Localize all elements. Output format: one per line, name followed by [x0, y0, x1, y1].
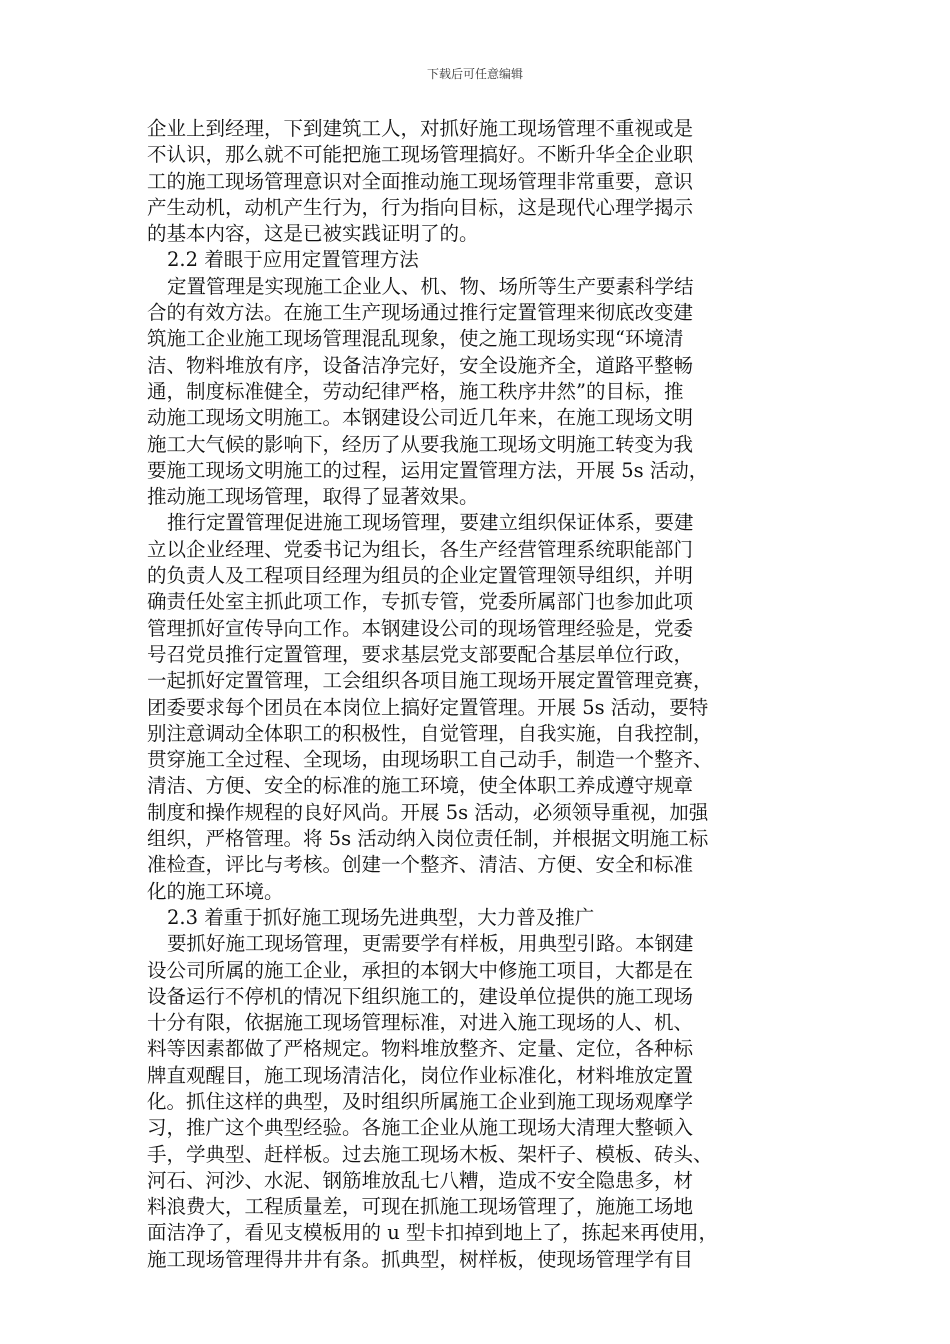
text-line: 料浪费大，工程质量差，可现在抓施工现场管理了，施施工场地 [147, 1195, 694, 1219]
text-line: 推动施工现场管理，取得了显著效果。 [147, 485, 479, 509]
text-line: 一起抓好定置管理，工会组织各项目施工现场开展定置管理竞赛， [147, 669, 713, 693]
text-line: 2.2 着眼于应用定置管理方法 [167, 248, 419, 272]
text-line: 制度和操作规程的良好风尚。开展 5s 活动，必须领导重视，加强 [147, 800, 709, 824]
text-line: 团委要求每个团员在本岗位上搞好定置管理。开展 5s 活动，要特 [147, 695, 709, 719]
text-line: 施工大气候的影响下，经历了从要我施工现场文明施工转变为我 [147, 432, 694, 456]
text-line: 施工现场管理得井井有条。抓典型，树样板，使现场管理学有目 [147, 1247, 694, 1271]
text-line: 号召党员推行定置管理，要求基层党支部要配合基层单位行政， [147, 642, 694, 666]
text-line: 要施工现场文明施工的过程，运用定置管理方法，开展 5s 活动， [147, 458, 709, 482]
text-line: 工的施工现场管理意识对全面推动施工现场管理非常重要，意识 [147, 169, 694, 193]
text-line: 清洁、方便、安全的标准的施工环境，使全体职工养成遵守规章 [147, 774, 694, 798]
text-line: 习，推广这个典型经验。各施工企业从施工现场大清理大整顿入 [147, 1116, 694, 1140]
document-body [147, 116, 787, 1273]
text-line: 料等因素都做了严格规定。物料堆放整齐、定量、定位，各种标 [147, 1037, 694, 1061]
text-line: 通，制度标准健全，劳动纪律严格，施工秩序井然”的目标，推 [147, 379, 684, 403]
text-line: 不认识，那么就不可能把施工现场管理搞好。不断升华全企业职 [147, 143, 694, 167]
text-line: 化。抓住这样的典型，及时组织所属施工企业到施工现场观摩学 [147, 1089, 694, 1113]
text-line: 面洁净了，看见支模板用的 u 型卡扣掉到地上了，拣起来再使用， [147, 1221, 718, 1245]
text-line: 定置管理是实现施工企业人、机、物、场所等生产要素科学结 [167, 274, 694, 298]
text-line: 准检查，评比与考核。创建一个整齐、清洁、方便、安全和标准 [147, 853, 694, 877]
text-line: 2.3 着重于抓好施工现场先进典型，大力普及推广 [167, 905, 595, 929]
text-line: 动施工现场文明施工。本钢建设公司近几年来，在施工现场文明 [147, 406, 694, 430]
text-line: 设备运行不停机的情况下组织施工的，建设单位提供的施工现场 [147, 984, 694, 1008]
text-line: 合的有效方法。在施工生产现场通过推行定置管理来彻底改变建 [147, 301, 694, 325]
page-header: 下载后可任意编辑 [426, 67, 523, 81]
text-line: 企业上到经理，下到建筑工人，对抓好施工现场管理不重视或是 [147, 117, 694, 140]
text-line: 十分有限，依据施工现场管理标准，对进入施工现场的人、机、 [147, 1011, 694, 1035]
text-line: 设公司所属的施工企业，承担的本钢大中修施工项目，大都是在 [147, 958, 694, 982]
text-line: 确责任处室主抓此项工作，专抓专管，党委所属部门也参加此项 [147, 590, 694, 614]
text-line: 的基本内容，这是已被实践证明了的。 [147, 222, 479, 246]
text-line: 洁、物料堆放有序，设备洁净完好，安全设施齐全，道路平整畅 [147, 353, 694, 377]
text-line: 要抓好施工现场管理，更需要学有样板，用典型引路。本钢建 [167, 932, 694, 956]
text-line: 贯穿施工全过程、全现场，由现场职工自己动手，制造一个整齐、 [147, 748, 713, 772]
text-line: 立以企业经理、党委书记为组长，各生产经营管理系统职能部门 [147, 537, 694, 561]
text-line: 组织，严格管理。将 5s 活动纳入岗位责任制，并根据文明施工标 [147, 827, 709, 851]
text-line: 推行定置管理促进施工现场管理，要建立组织保证体系，要建 [167, 511, 694, 535]
text-line: 产生动机，动机产生行为，行为指向目标，这是现代心理学揭示 [147, 195, 694, 219]
text-line: 的负责人及工程项目经理为组员的企业定置管理领导组织，并明 [147, 564, 694, 588]
text-line: 管理抓好宣传导向工作。本钢建设公司的现场管理经验是，党委 [147, 616, 694, 640]
text-line: 化的施工环境。 [147, 879, 284, 903]
text-line: 牌直观醒目，施工现场清洁化，岗位作业标准化，材料堆放定置 [147, 1063, 694, 1087]
text-line: 筑施工企业施工现场管理混乱现象，使之施工现场实现“环境清 [147, 327, 684, 351]
text-line: 手，学典型、赶样板。过去施工现场木板、架杆子、模板、砖头、 [147, 1142, 713, 1166]
text-line: 河石、河沙、水泥、钢筋堆放乱七八糟，造成不安全隐患多，材 [147, 1168, 694, 1192]
text-line: 别注意调动全体职工的积极性，自觉管理，自我实施，自我控制， [147, 721, 713, 745]
